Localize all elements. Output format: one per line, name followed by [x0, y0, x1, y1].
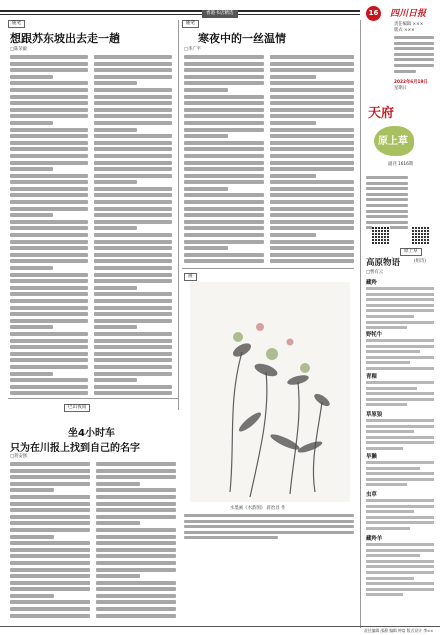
editor-line: 责任编辑 ×××: [394, 22, 424, 27]
painting-note: [184, 514, 354, 548]
left-bottom-divider: [8, 398, 178, 399]
poem-body: [366, 287, 434, 332]
tianfu-logo-text: 天府: [368, 106, 395, 121]
section-tag: 香港书店精选: [202, 10, 238, 18]
top-rule-left: [0, 10, 360, 12]
qr-code[interactable]: [412, 226, 430, 244]
top-rule-bottom: [0, 14, 360, 15]
article1-col1: [10, 55, 88, 395]
right-section-title: 高原物语: [366, 258, 401, 268]
weekday-line: 星期日: [394, 86, 407, 91]
article1-tag: 随笔: [8, 20, 25, 28]
page-number-badge: 16: [366, 6, 381, 21]
right-section-author: □曹有云: [366, 270, 383, 275]
article2-col1: [184, 55, 264, 263]
column-divider: [178, 20, 179, 410]
paper-name: 四川日报: [390, 9, 427, 19]
article2-title: 寒夜中的一丝温情: [198, 32, 286, 45]
article3-title-line1: 坐4小时车: [68, 428, 115, 439]
poem-body: [366, 499, 434, 533]
footer-rule: [0, 626, 440, 627]
right-column-tag: 原上草: [400, 248, 422, 256]
article3-title-line2: 只为在川报上找到自己的名字: [10, 443, 140, 454]
article1-byline: □陈荣毅: [10, 47, 27, 52]
poem-title: 藏羚: [366, 280, 377, 286]
painting-image: [190, 282, 350, 502]
poem-title: 草原狼: [366, 412, 383, 418]
poem-title: 旱獭: [366, 454, 377, 460]
qr-code[interactable]: [372, 226, 390, 244]
article2-col2: [270, 55, 354, 263]
painting-tag: 画: [184, 273, 197, 281]
ink-painting: [190, 282, 350, 502]
article1-title: 想跟苏东坡出去走一趟: [10, 32, 120, 45]
article2-byline: □李广平: [184, 47, 201, 52]
poem-title: 青稞: [366, 374, 377, 380]
poem-body: [366, 419, 434, 453]
poem-body: [366, 381, 434, 409]
poem-body: [366, 543, 434, 599]
column-name: 原上草: [378, 136, 408, 147]
article3-col2: [96, 462, 176, 622]
poem-title: 野牦牛: [366, 332, 383, 338]
column-sub: 副刊 1616期: [388, 162, 414, 167]
article1-col2: [94, 55, 172, 395]
article3-tag: 巴山夜雨: [64, 404, 90, 412]
middle-divider: [182, 268, 354, 269]
editor-line: 版式 ×××: [394, 28, 415, 33]
editor-info-block: [394, 36, 434, 75]
column-intro: [366, 176, 408, 232]
article3-byline: □蒋安强: [10, 454, 27, 459]
footer-credits: 责任编辑 邵静 编辑 钟富 版式设计 李××: [364, 628, 434, 633]
date-line: 2022年6月19日: [394, 80, 428, 85]
column-logo: [366, 100, 436, 170]
poem-body: [366, 339, 434, 373]
poem-title: 虫草: [366, 492, 377, 498]
right-column-divider: [360, 20, 361, 628]
editor-info: [394, 22, 423, 34]
article2-tag: 随笔: [182, 20, 199, 28]
poem-body: [366, 461, 434, 489]
painting-caption: 水墨画《水韵图》 蒋治昌 作: [230, 506, 286, 511]
right-section-subtitle: (组诗): [414, 259, 426, 264]
article3-col1: [10, 462, 90, 622]
poem-title: 藏羚羊: [366, 536, 383, 542]
